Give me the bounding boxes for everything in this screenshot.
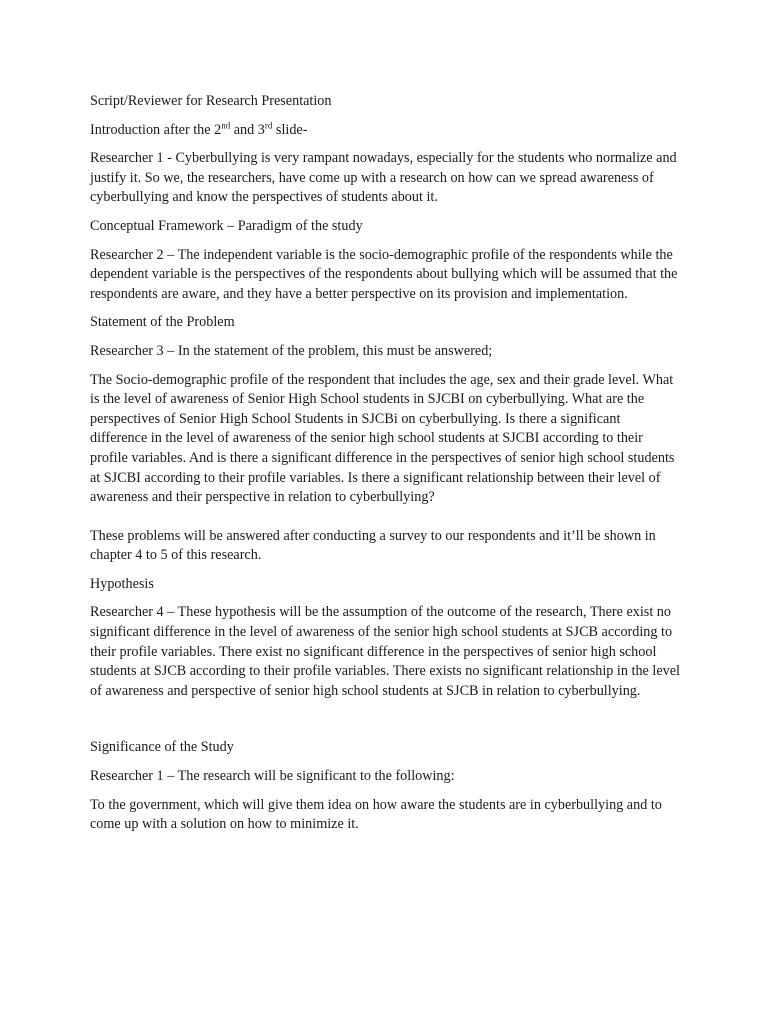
researcher2-paragraph: Researcher 2 – The independent variable is the socio-demographic profile of the respondents while the dependent variable is the perspectives of the respondents about bullying which will be assumed that the respondents are aware, and they have a better perspective on its provision and implementation. [90,246,678,302]
researcher1-intro-paragraph: Researcher 1 - Cyberbullying is very rampant nowadays, especially for the students who normalize and justify it. So we, the researchers, have come up with a research on how can we spread awareness of cyberbullying and know the perspectives of students about it. [90,150,677,206]
intro-suffix: slide- [272,121,308,138]
researcher3-paragraph: Researcher 3 – In the statement of the problem, this must be answered; [90,342,493,359]
government-paragraph: To the government, which will give them idea on how aware the students are in cyberbullying and to come up with a solution on how to minimize it. [90,796,662,833]
researcher4-paragraph: Researcher 4 – These hypothesis will be the assumption of the outcome of the research, There exist no significant difference in the level of awareness of the senior high school students at SJCB according to their profile variables. There exist no significant difference in the perspectives of senior high school students at SJCB according to their profile variables. There exists no significant relationship in the level of awareness and perspective of senior high school students at SJCB in relation to cyberbullying. [90,604,680,699]
problem-body-paragraph: The Socio-demographic profile of the respondent that includes the age, sex and their grade level. What is the level of awareness of Senior High School students in SJCBI on cyberbullying. What are the perspectives of Senior High School Students in SJCBi on cyberbullying. Is there a significant difference in the level of awareness of the senior high school students at SJCBI according to their profile variables. And is there a significant difference in the perspectives of senior high school students at SJCBI according to their profile variables. Is there a significant relationship between their level of awareness and their perspective in relation to cyberbullying? [90,371,675,506]
statement-of-problem-heading: Statement of the Problem [90,314,235,331]
intro-middle: and 3 [230,121,265,138]
researcher1-significance-paragraph: Researcher 1 – The research will be significant to the following: [90,768,455,785]
intro-sup-rd: rd [264,119,273,130]
intro-sup-nd: nd [221,119,231,130]
problem-closing-paragraph: These problems will be answered after conducting a survey to our respondents and it’ll be shown in chapter 4 to 5 of this research. [90,527,656,564]
significance-heading: Significance of the Study [90,739,234,756]
spacer [90,517,680,527]
conceptual-framework-heading: Conceptual Framework – Paradigm of the study [90,217,363,234]
document-title: Script/Reviewer for Research Presentation [90,93,332,109]
document-body [90,92,680,844]
intro-prefix: Introduction after the 2 [90,121,222,138]
spacer [90,710,680,738]
intro-heading [90,121,680,141]
hypothesis-heading: Hypothesis [90,575,154,592]
